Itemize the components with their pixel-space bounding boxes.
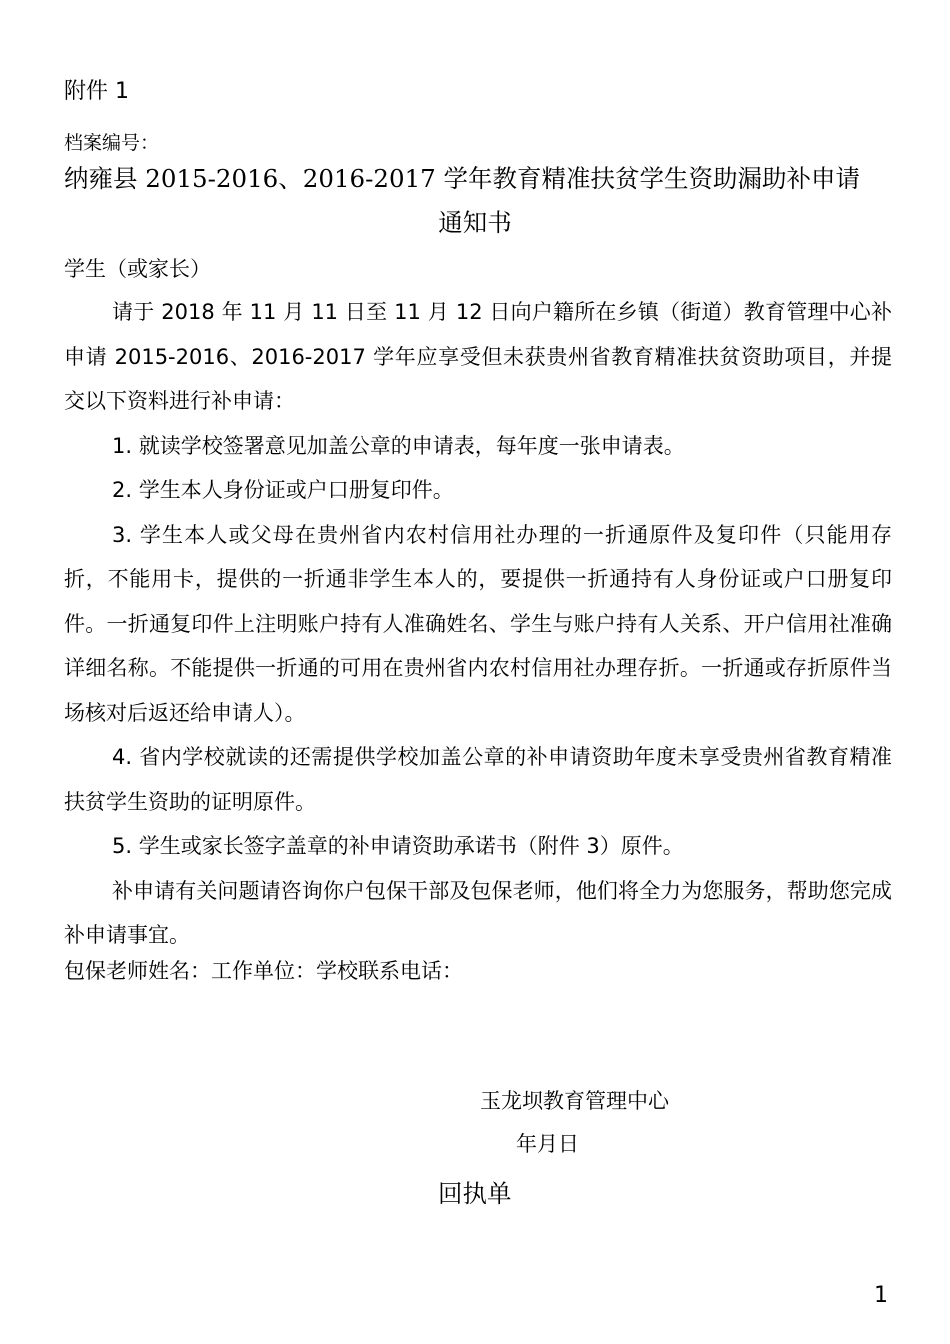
signature-date: 年月日 [516,1132,579,1156]
closing-paragraph: 补申请有关问题请咨询你户包保干部及包保老师，他们将全力为您服务，帮助您完成补申请事宜。 [64,878,892,947]
document-title-line-2: 通知书 [438,208,512,237]
signature-organization: 玉龙坝教育管理中心 [480,1089,669,1113]
requirement-item-1: 1. 就读学校签署意见加盖公章的申请表，每年度一张申请表。 [112,433,685,458]
receipt-title: 回执单 [438,1179,512,1208]
teacher-contact-line: 包保老师姓名：工作单位：学校联系电话： [64,959,463,983]
requirement-item-5: 5. 学生或家长签字盖章的补申请资助承诺书（附件 3）原件。 [112,834,684,858]
requirement-item-4: 4. 省内学校就读的还需提供学校加盖公章的补申请资助年度未享受贵州省教育精准扶贫学生资助的证明原件。 [64,745,892,814]
requirement-item-2: 2. 学生本人身份证或户口册复印件。 [112,478,454,502]
page-number: 1 [874,1283,888,1308]
attachment-label: 附件 1 [64,79,129,104]
archive-number-label: 档案编号： [64,132,160,154]
salutation: 学生（或家长） [64,257,211,281]
intro-paragraph: 请于 2018 年 11 月 11 日至 11 月 12 日向户籍所在乡镇（街道）教育管理中心补申请 2015-2016、2016-2017 学年应享受但未获贵州省教育精准扶贫资助项目，并提交以下资料进行补申请： [64,300,892,413]
notice-body [64,290,892,958]
document-title-line-1: 纳雍县 2015-2016、2016-2017 学年教育精准扶贫学生资助漏助补申请 [64,164,861,193]
requirement-item-3: 3. 学生本人或父母在贵州省内农村信用社办理的一折通原件及复印件（只能用存折，不能用卡，提供的一折通非学生本人的，要提供一折通持有人身份证或户口册复印件。一折通复印件上注明账户持有人准确姓名、学生与账户持有人关系、开户信用社准确详细名称。不能提供一折通的可用在贵州省内农村信用社办理存折。一折通或存折原件当场核对后返还给申请人）。 [64,522,892,725]
